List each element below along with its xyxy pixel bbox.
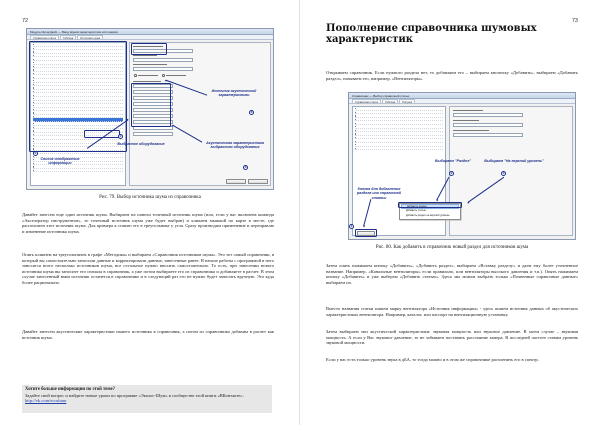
body-paragraph: Давайте занесем акустические характеристики нашего источника в справочник, а потом из справочника добавим в расчет как источник шума. <box>22 329 274 340</box>
body-paragraph: Затем выбираем тип акустической характеристики: звуковая мощность или звуковое давление. В моем случае – звуковая мощность. А если у Вас звуковое давление, то не забываем поставить расстояние замера. В последней частоте ставим уровень звуковой мощности. <box>326 329 578 346</box>
tip-box <box>22 385 272 413</box>
figure-80-screenshot <box>348 92 576 240</box>
annotation-choose-top-level: Выбираем "На верхний уровень" <box>484 159 544 163</box>
tip-title: Хотите больше информации по этой теме? <box>25 387 115 392</box>
annotation-choose-section: Выбираем "Раздел" <box>434 159 472 163</box>
body-paragraph: Давайте занесем еще один источник шума. Выбираем на панели точечный источник шума (или, если у вас включена команда «Акселератор инструментов», то точечный источник шума уже будет выбран) и кликаем мышкой по карте в месте, где расположен этот источник шума. Для примера я ставлю его в треугольнике у угла. Сразу производим применение и переправлю и изменение источника шума. <box>22 212 274 234</box>
callout-marker: 1 <box>34 151 37 155</box>
window-tabs <box>27 35 273 40</box>
figure-80-caption: Рис. 80. Как добавить в справочник новый раздел для источников шума <box>375 245 529 250</box>
body-paragraph: Если у вас есть только уровень звука в дБА, то тогда можно и в этом же справочнике расчленить его в спектр. <box>326 357 539 362</box>
community-link[interactable]: http://vk.com/ecoshum <box>25 398 67 404</box>
callout-marker: 3 <box>502 171 505 175</box>
callout-marker: 1 <box>350 224 353 228</box>
menu-item-add-section[interactable]: Добавить раздел <box>401 204 459 209</box>
callout-marker: 3 <box>244 165 247 169</box>
callout-marker: 4 <box>250 110 253 114</box>
window-tab: Источники шума <box>77 35 103 39</box>
intro-paragraph: Открываем справочник. Если нужного раздела нет, то добавляем его – выбираем кнопочку «Добавить», выбираем «Добавить раздел», называем его, например, «Вентиляторы». <box>326 70 578 81</box>
window-tab: Справочная статья <box>352 99 381 103</box>
page-number-left: 72 <box>22 18 29 24</box>
window-tab: Таблица <box>382 99 398 103</box>
window-tab: Справочная статья <box>30 35 59 39</box>
window-title: Модуль Интерфейс — Ввод звуков характеристики источников <box>27 29 273 35</box>
menu-item-add-article[interactable]: Добавить статью <box>406 209 426 213</box>
callout-marker: 2 <box>119 134 122 138</box>
window-tabs <box>349 99 575 104</box>
annotation-characteristic-source: Источник акустической характеристики <box>211 89 257 98</box>
body-paragraph: Вместо названия статьи пишем марку вентилятора «Источник информации» - здесь пишем источник данных об акустических характеристиках вентилятора. Например, каталог, или паспорт на вентиляционную установку. <box>326 306 578 317</box>
tip-text: Задайте свой вопрос и найдите новые уроки по программе «Эколог-Шум» в сообществе этой книги «ВКонтакте»: <box>25 392 244 398</box>
page-number-right: 73 <box>571 18 578 24</box>
menu-item-add-top-level[interactable]: Добавить раздел на верхний уровень <box>406 214 450 218</box>
body-paragraph: Затем опять нажимаем кнопку «Добавить», «Добавить раздел», выбираем «Вставку разделу» и даем ему более уточненное название. Например, «Канальные вентиляторы» если правильно, или вентиляторы высокого давления и т.п.). Опять нажимаем кнопку «Добавить» и уже выберем «Добавить статью». Здесь мы можем выбрать только «Почвенные справочные данные» выбираем их. <box>326 263 578 285</box>
annotation-selected-equipment: Выбранное оборудование <box>117 142 165 146</box>
annotation-display-list: Список отображения информации <box>40 157 80 166</box>
callout-marker: 2 <box>450 171 453 175</box>
figure-79-caption: Рис. 79. Выбор источника шума из справочника <box>99 195 201 200</box>
section-heading: Пополнение справочника шумовых характеристик <box>326 23 537 46</box>
properties-panel <box>449 106 573 236</box>
window-tab: Таблица <box>60 35 76 39</box>
body-paragraph: Опять кликнем на треугольничек в графе «Методика» и выбираем «Справочник источников шума». Это тот самый справочник, в который вы самостоятельно заносили данные и корректировали данные, занесенные ранее. В начале работы с программой в него заносятся всего несколько источников шума, все остальное нужно вносить самостоятельно. То есть, при занесении нового источника шума вы заносите его сначала в справочник, а уже потом выбираете его из справочника и добавляете в расчет. В этом случае занесенный вами источник останется в справочнике и в следующий раз его не нужно будет заносить вручную. Это куда более рационально. <box>22 252 274 285</box>
annotation-add-button: Кнопка для добавления раздела или справочной статьи <box>356 187 402 200</box>
annotation-acoustic-characteristic: Акустическая характеристика выбранного оборудования <box>206 141 264 150</box>
window-tab: Рисунок <box>399 99 415 103</box>
window-title: Справочник — Выбор справочной статьи <box>349 93 575 99</box>
figure-79-screenshot <box>26 28 274 190</box>
